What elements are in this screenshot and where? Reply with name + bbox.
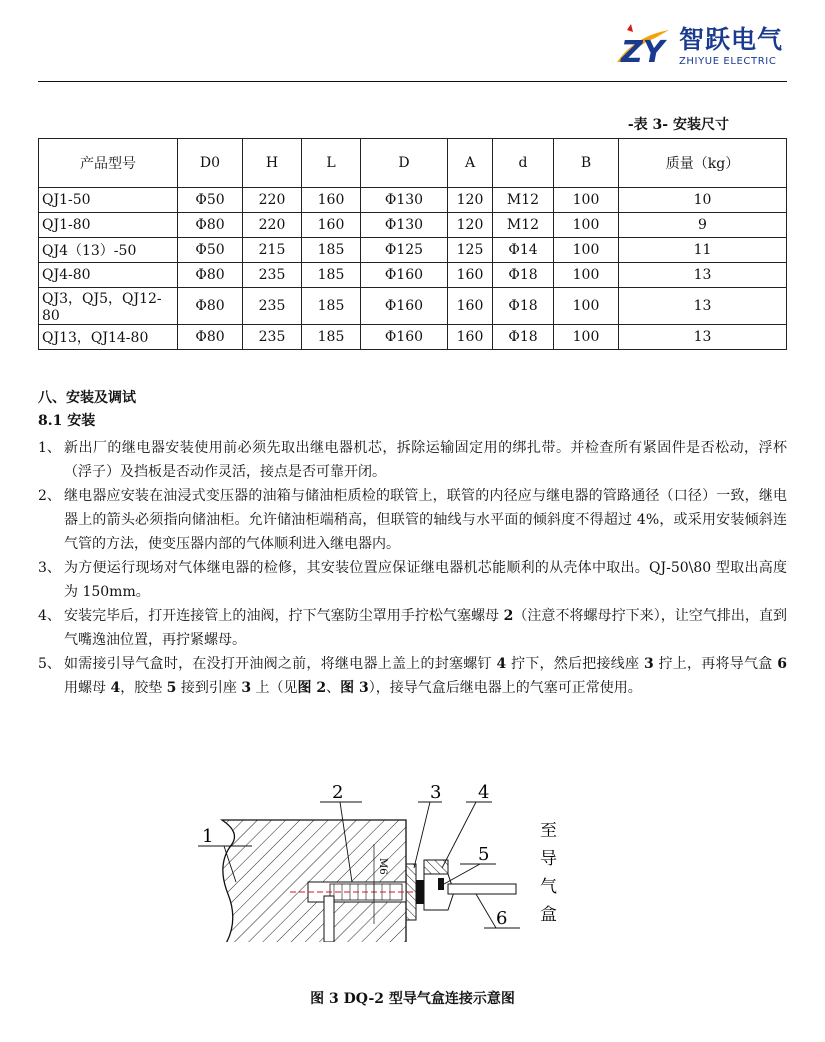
table-cell: 100 (554, 213, 619, 238)
col-header: B (554, 139, 619, 188)
install-steps-list (38, 436, 787, 700)
part-label-6: 6 (496, 908, 508, 929)
table-cell: 185 (302, 325, 361, 350)
table-caption: -表 3- 安装尺寸 (627, 117, 729, 133)
part-label-2: 2 (332, 784, 344, 803)
table-cell: 120 (448, 188, 493, 213)
part-label-3: 3 (430, 784, 442, 803)
table-cell: Φ80 (178, 325, 243, 350)
item-text: 安装完毕后，打开连接管上的油阀，拧下气塞防尘罩用手拧松气塞螺母 2（注意不将螺母拧下来），让空气排出，直到气嘴逸油位置，再拧紧螺母。 (64, 608, 788, 648)
col-header: d (493, 139, 554, 188)
table-cell: Φ80 (178, 213, 243, 238)
table-cell: M12 (493, 213, 554, 238)
table-cell: Φ125 (361, 238, 448, 263)
table-cell: Φ160 (361, 325, 448, 350)
table-cell: Φ50 (178, 238, 243, 263)
item-text: 继电器应安装在油浸式变压器的油箱与储油柜质检的联管上，联管的内径应与继电器的管路通径（口径）一致，继电器上的箭头必须指向储油柜。允许储油柜端稍高，但联管的轴线与水平面的倾斜度不得超过 4%，或采用安装倾斜连气管的方法，使变压器内部的气体顺利进入继电器内。 (64, 488, 787, 552)
table-cell: 13 (619, 325, 787, 350)
table-cell: 11 (619, 238, 787, 263)
side-text-char: 盒 (540, 905, 557, 925)
list-item (38, 556, 787, 604)
table-header-row (39, 139, 787, 188)
table-cell: QJ4（13）-50 (39, 238, 178, 263)
table-cell: Φ50 (178, 188, 243, 213)
table-cell: 215 (243, 238, 302, 263)
table-cell: 185 (302, 238, 361, 263)
install-dimensions-table (38, 138, 787, 350)
table-row (39, 238, 787, 263)
table-cell: 160 (448, 263, 493, 288)
table-row (39, 263, 787, 288)
list-item (38, 604, 787, 652)
header-divider (38, 81, 787, 82)
col-header: D (361, 139, 448, 188)
table-cell: QJ13，QJ14-80 (39, 325, 178, 350)
table-cell: Φ18 (493, 325, 554, 350)
table-cell: 220 (243, 188, 302, 213)
table-cell: M12 (493, 188, 554, 213)
table-row (39, 213, 787, 238)
table-cell: 100 (554, 288, 619, 325)
col-header: D0 (178, 139, 243, 188)
table-cell: 13 (619, 263, 787, 288)
table-cell: 160 (302, 213, 361, 238)
table-cell: 125 (448, 238, 493, 263)
table-row (39, 325, 787, 350)
table-cell: 10 (619, 188, 787, 213)
table-cell: 120 (448, 213, 493, 238)
table-cell: 100 (554, 238, 619, 263)
table-cell: 13 (619, 288, 787, 325)
item-number: 2、 (38, 488, 61, 504)
item-number: 3、 (38, 560, 61, 576)
col-header: A (448, 139, 493, 188)
table-cell: Φ14 (493, 238, 554, 263)
table-cell: 235 (243, 288, 302, 325)
side-text-char: 至 (540, 821, 557, 841)
logo-mark-text: ZY (620, 35, 665, 70)
zy-logo-icon (615, 22, 671, 70)
figure-caption: 图 3 DQ-2 型导气盒连接示意图 (310, 991, 515, 1007)
table-cell: QJ3，QJ5，QJ12-80 (39, 288, 178, 325)
table-row (39, 188, 787, 213)
page-header (0, 0, 825, 92)
table-cell: QJ1-50 (39, 188, 178, 213)
item-number: 5、 (38, 656, 61, 672)
table-cell: 160 (448, 288, 493, 325)
table-cell: 185 (302, 288, 361, 325)
connection-diagram (180, 784, 580, 942)
side-text-char: 气 (540, 877, 557, 897)
table-cell: 235 (243, 325, 302, 350)
table-cell: Φ130 (361, 188, 448, 213)
table-cell: 100 (554, 325, 619, 350)
table-cell: 160 (302, 188, 361, 213)
table-cell: 9 (619, 213, 787, 238)
table-cell: Φ18 (493, 288, 554, 325)
table-cell: Φ160 (361, 288, 448, 325)
table-cell: 160 (448, 325, 493, 350)
table-cell: Φ80 (178, 288, 243, 325)
col-header: H (243, 139, 302, 188)
side-text-char: 导 (540, 849, 557, 869)
table-cell: Φ160 (361, 263, 448, 288)
table-cell: 185 (302, 263, 361, 288)
item-number: 4、 (38, 608, 61, 624)
company-name-cn: 智跃电气 (678, 24, 783, 54)
item-number: 1、 (38, 440, 61, 456)
relay-body-shape (222, 820, 406, 942)
table-cell: 100 (554, 263, 619, 288)
col-header: 质量（kg） (619, 139, 787, 188)
part-label-5: 5 (478, 844, 490, 865)
item-text: 为方便运行现场对气体继电器的检修，其安装位置应保证继电器机芯能顺利的从壳体中取出。QJ-50\80 型取出高度为 150mm。 (64, 560, 787, 600)
part-label-4: 4 (478, 784, 490, 803)
col-header: L (302, 139, 361, 188)
section-heading: 八、安装及调试 (38, 390, 136, 406)
list-item (38, 436, 787, 484)
list-item (38, 484, 787, 556)
table-cell: QJ1-80 (39, 213, 178, 238)
table-cell: 235 (243, 263, 302, 288)
dimension-label: M6 (377, 858, 388, 875)
item-text: 如需接引导气盒时，在没打开油阀之前，将继电器上盖上的封塞螺钉 4 拧下，然后把接线座 3 拧上，再将导气盒 6 用螺母 4，胶垫 5 接到引座 3 上（见图 2、图 3），接导气盒后继电器上的气塞可正常使用。 (64, 656, 788, 696)
table-cell: Φ130 (361, 213, 448, 238)
part-label-1: 1 (202, 826, 214, 847)
table-cell: 100 (554, 188, 619, 213)
company-logo (615, 22, 783, 70)
table-cell: Φ18 (493, 263, 554, 288)
subsection-heading: 8.1 安装 (38, 413, 96, 429)
list-item (38, 652, 787, 700)
company-name-en: ZHIYUE ELECTRIC (678, 55, 777, 67)
item-text: 新出厂的继电器安装使用前必须先取出继电器机芯，拆除运输固定用的绑扎带。并检查所有紧固件是否松动，浮杯（浮子）及挡板是否动作灵活，接点是否可靠开闭。 (64, 440, 787, 480)
col-header: 产品型号 (39, 139, 178, 188)
table-cell: 220 (243, 213, 302, 238)
table-cell: QJ4-80 (39, 263, 178, 288)
table-cell: Φ80 (178, 263, 243, 288)
table-row (39, 288, 787, 325)
